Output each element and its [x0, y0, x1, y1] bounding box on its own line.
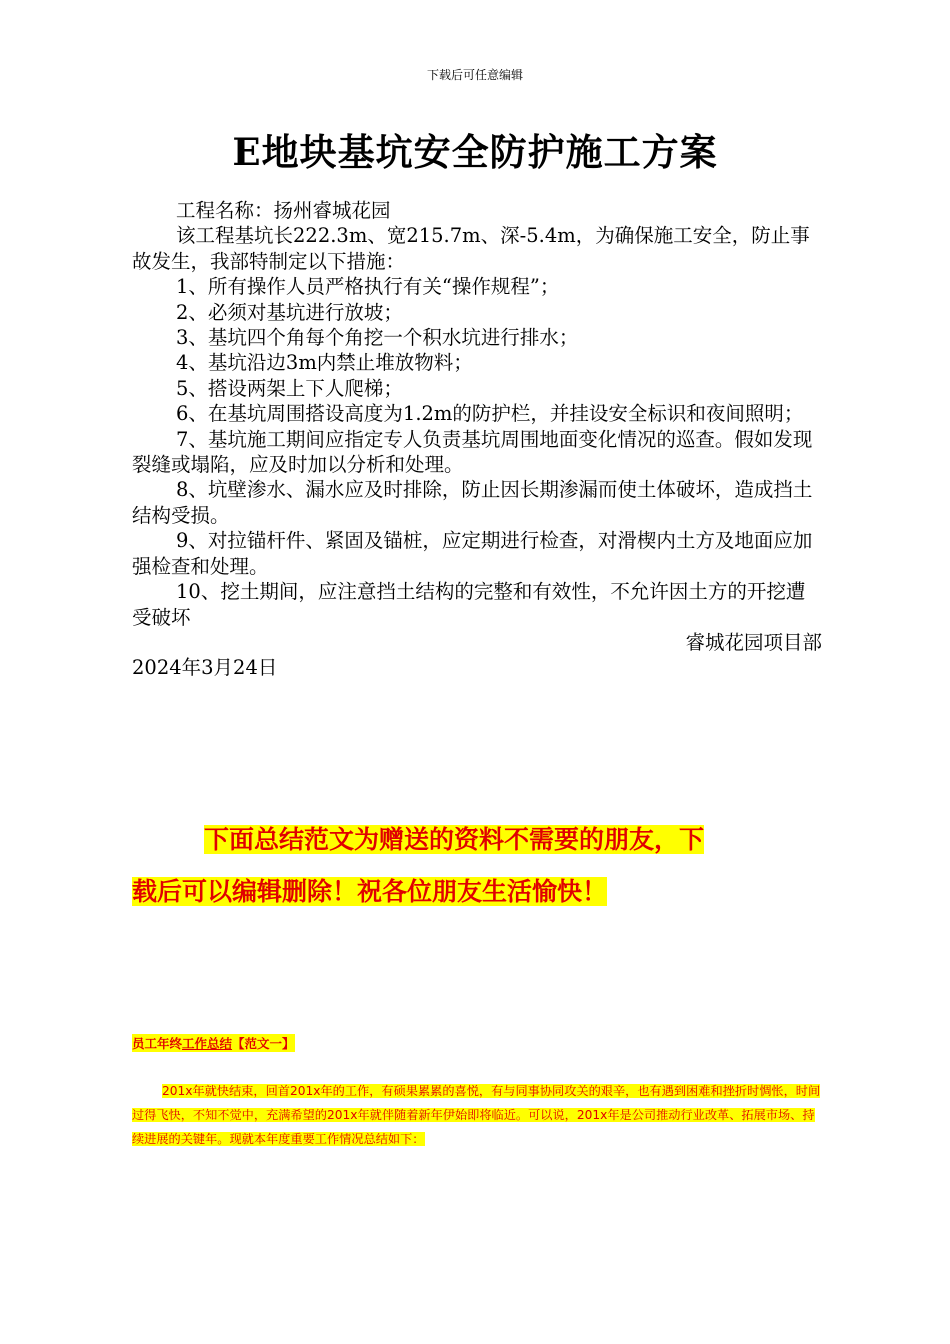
sample-heading-prefix: 员工年终 — [132, 1036, 183, 1051]
sample-paragraph-text: 201x年就快结束，回首201x年的工作，有硕果累累的喜悦，有与同事协同攻关的艰辛，也有遇到困难和挫折时惆怅，时间过得飞快，不知不觉中，充满希望的201x年就伴随着新年伊始即将临近。可以说，201x年是公司推动行业改革、拓展市场、持续进展的关键年。现就本年度重要工作情况总结如下： — [132, 1084, 821, 1146]
measure-item: 1、所有操作人员严格执行有关“操作规程”； — [176, 275, 560, 299]
measure-item: 4、基坑沿边3m内禁止堆放物料； — [176, 351, 473, 375]
measure-item: 6、在基坑周围搭设高度为1.2m的防护栏，并挂设安全标识和夜间照明； — [176, 402, 804, 426]
promo-line-2-text: 载后可以编辑删除！祝各位朋友生活愉快！ — [132, 877, 608, 906]
measure-item: 3、基坑四个角每个角挖一个积水坑进行排水； — [176, 326, 579, 350]
promo-line-2 — [132, 872, 822, 908]
document-date: 2024年3月24日 — [132, 656, 278, 680]
measure-item: 8、坑壁渗水、漏水应及时排除，防止因长期渗漏而使土体破坏，造成挡土结构受损。 — [132, 478, 813, 527]
document-title: E地块基坑安全防护施工方案 — [232, 130, 718, 174]
project-name-line: 工程名称：扬州睿城花园 — [176, 199, 391, 222]
measure-item: 9、对拉锚杆件、紧固及锚桩，应定期进行检查，对滑楔内土方及地面应加强检查和处理。 — [132, 529, 813, 578]
sample-heading-link[interactable]: 工作总结 — [182, 1036, 233, 1051]
sample-heading-suffix: 【范文一】 — [232, 1036, 295, 1051]
sample-heading — [132, 1034, 295, 1052]
intro-paragraph: 该工程基坑长222.3m、宽215.7m、深-5.4m，为确保施工安全，防止事故发生，我部特制定以下措施： — [132, 224, 810, 273]
document-body — [132, 198, 822, 681]
measure-item: 2、必须对基坑进行放坡； — [176, 300, 403, 324]
measure-item: 5、搭设两架上下人爬梯； — [176, 376, 403, 400]
sample-paragraph — [132, 1079, 822, 1151]
promo-line-1-text: 下面总结范文为赠送的资料不需要的朋友，下 — [204, 825, 705, 854]
promo-line-1 — [204, 820, 894, 856]
signature: 睿城花园项目部 — [685, 630, 822, 654]
header-note: 下载后可任意编辑 — [426, 68, 523, 82]
measure-item: 7、基坑施工期间应指定专人负责基坑周围地面变化情况的巡查。假如发现裂缝或塌陷，应及时加以分析和处理。 — [132, 427, 813, 477]
sample-body — [132, 1079, 822, 1151]
measure-item: 10、挖土期间，应注意挡土结构的完整和有效性，不允许因土方的开挖遭受破坏 — [132, 580, 806, 629]
